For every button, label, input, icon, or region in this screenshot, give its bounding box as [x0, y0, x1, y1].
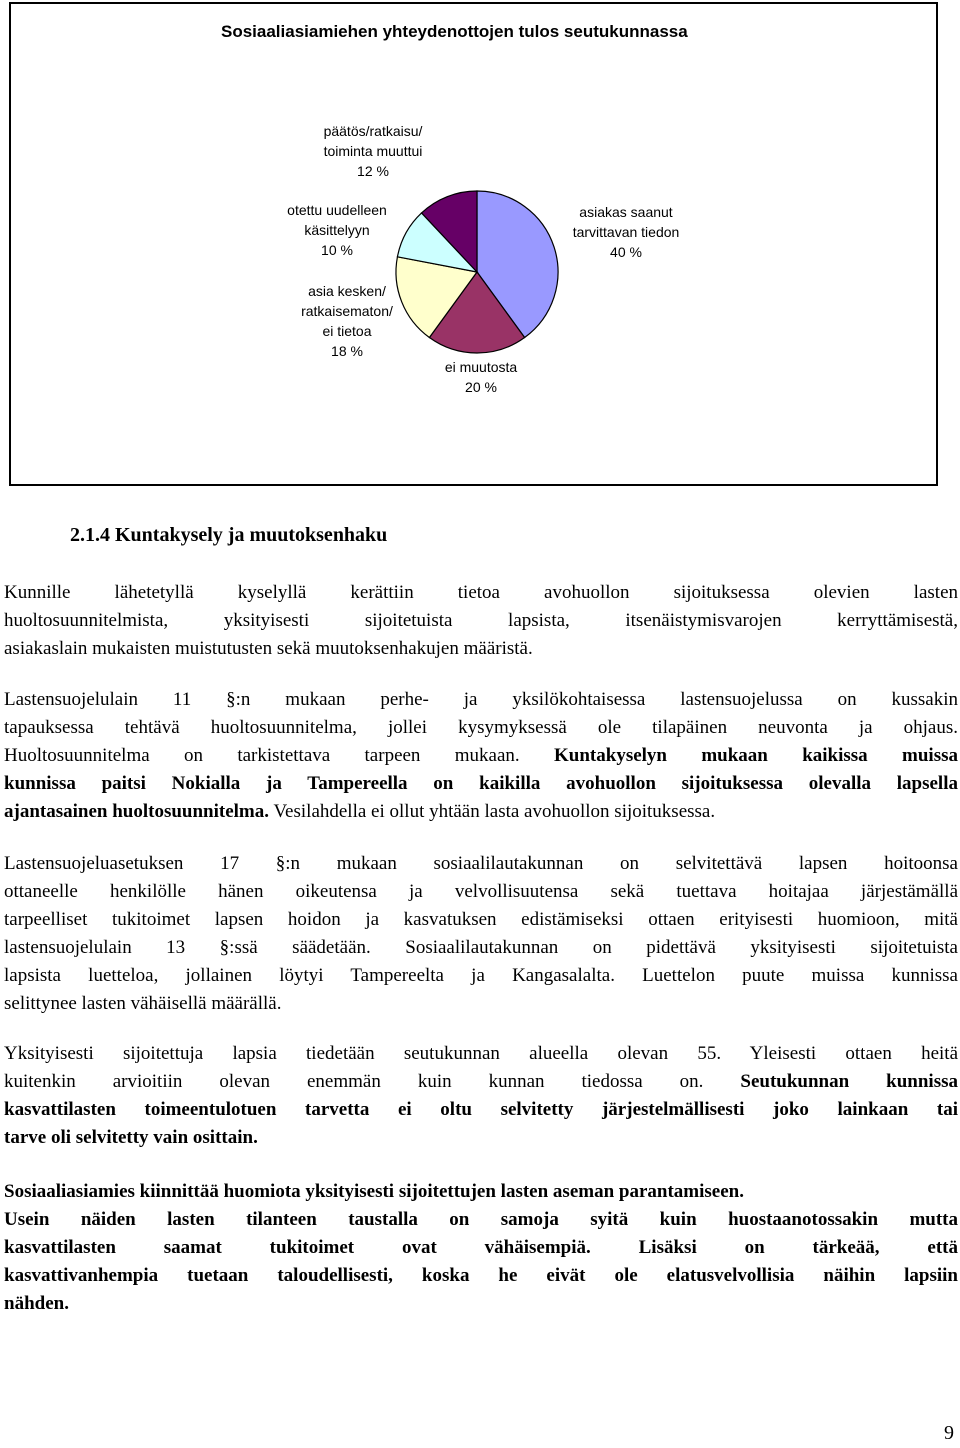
pie-chart-frame — [9, 2, 938, 486]
paragraph-5 — [4, 1178, 958, 1318]
paragraph-line: kasvattilasten saamat tukitoimet ovat vähäisempiä. Lisäksi on tärkeää, että — [4, 1237, 958, 1258]
pie-slice-label: asia kesken/ ratkaisematon/ ei tietoa 18 % — [301, 283, 393, 359]
paragraph-line: kasvattilasten toimeentulotuen tarvetta ei oltu selvitetty järjestelmällisesti joko lainkaan tai — [4, 1099, 958, 1120]
paragraph-line: Yksityisesti sijoitettuja lapsia tiedetään seutukunnan alueella olevan 55. Yleisesti ottaen heitä — [4, 1043, 958, 1064]
pie-slice-label: ei muutosta 20 % — [444, 359, 518, 395]
paragraph-3 — [4, 850, 958, 1018]
pie-slice-label: asiakas saanut tarvittavan tiedon 40 % — [572, 204, 680, 260]
paragraph-line: nähden. — [4, 1293, 69, 1314]
paragraph-line: Sosiaaliasiamies kiinnittää huomiota yksityisesti sijoitettujen lasten aseman parantamiseen. — [4, 1181, 744, 1202]
pie-slice-label: päätös/ratkaisu/ toiminta muuttui 12 % — [323, 123, 423, 179]
paragraph-line: lastensuojelulain 13 §:ssä säädetään. Sosiaalilautakunnan on pidettävä yksityisesti sijoitetuista — [4, 937, 958, 958]
paragraph-line: Usein näiden lasten tilanteen taustalla on samoja syitä kuin huostaanotossakin mutta — [4, 1209, 958, 1230]
text-span: Huoltosuunnitelma on tarkistettava tarpeen mukaan. — [4, 745, 520, 766]
paragraph-line — [4, 1068, 958, 1096]
paragraph-line — [4, 742, 958, 770]
paragraph-4 — [4, 1040, 958, 1152]
pie-slice-label: otettu uudelleen käsittelyyn 10 % — [287, 202, 387, 258]
paragraph-line: huoltosuunnitelmista, yksityisesti sijoitetuista lapsista, itsenäistymisvarojen kerryttämisestä, — [4, 610, 958, 631]
paragraph-1 — [4, 579, 958, 663]
paragraph-line — [4, 798, 958, 826]
paragraph-line: tarpeelliset tukitoimet lapsen hoidon ja kasvatuksen edistämiseksi ottaen erityisesti huomioon, mitä — [4, 909, 958, 930]
paragraph-line: Lastensuojelulain 11 §:n mukaan perhe- ja yksilökohtaisessa lastensuojelussa on kussakin — [4, 689, 958, 710]
paragraph-line: lapsista luetteloa, jollainen löytyi Tampereelta ja Kangasalalta. Luettelon puute muissa kunnissa — [4, 965, 958, 986]
paragraph-line: Lastensuojeluasetuksen 17 §:n mukaan sosiaalilautakunnan on selvitettävä lapsen hoitoonsa — [4, 853, 958, 874]
paragraph-line: asiakaslain mukaisten muistutusten sekä muutoksenhakujen määristä. — [4, 638, 533, 659]
paragraph-line: kasvattivanhempia tuetaan taloudellisesti, koska he eivät ole elatusvelvollisia näihin lapsiin — [4, 1265, 958, 1286]
paragraph-line: selittynee lasten vähäisellä määrällä. — [4, 993, 282, 1014]
paragraph-line: tarve oli selvitetty vain osittain. — [4, 1127, 258, 1148]
text-span: kuitenkin arvioitiin olevan enemmän kuin kunnan tiedossa on. — [4, 1071, 704, 1092]
bold-text-span: Seutukunnan kunnissa — [740, 1071, 958, 1092]
text-span: Vesilahdella ei ollut yhtään lasta avohuollon sijoituksessa. — [273, 801, 716, 822]
pie-chart — [11, 4, 940, 488]
paragraph-2 — [4, 686, 958, 826]
section-heading: 2.1.4 Kuntakysely ja muutoksenhaku — [70, 524, 388, 546]
paragraph-line: Kunnille lähetetyllä kyselyllä kerättiin tietoa avohuollon sijoituksessa olevien lasten — [4, 582, 958, 603]
bold-text-span: ajantasainen huoltosuunnitelma. — [4, 801, 270, 822]
paragraph-line: tapauksessa tehtävä huoltosuunnitelma, jollei kysymyksessä ole tilapäinen neuvonta ja ohjaus. — [4, 717, 958, 738]
bold-text-span: Kuntakyselyn mukaan kaikissa muissa — [554, 745, 958, 766]
page-number: 9 — [944, 1422, 954, 1444]
chart-title: Sosiaaliasiamiehen yhteydenottojen tulos seutukunnassa — [221, 22, 688, 41]
paragraph-line: ottaneelle henkilölle hänen oikeutensa ja velvollisuutensa sekä tuettava hoitajaa järjestämällä — [4, 881, 958, 902]
paragraph-line: kunnissa paitsi Nokialla ja Tampereella on kaikilla avohuollon sijoituksessa olevalla lapsella — [4, 773, 958, 794]
